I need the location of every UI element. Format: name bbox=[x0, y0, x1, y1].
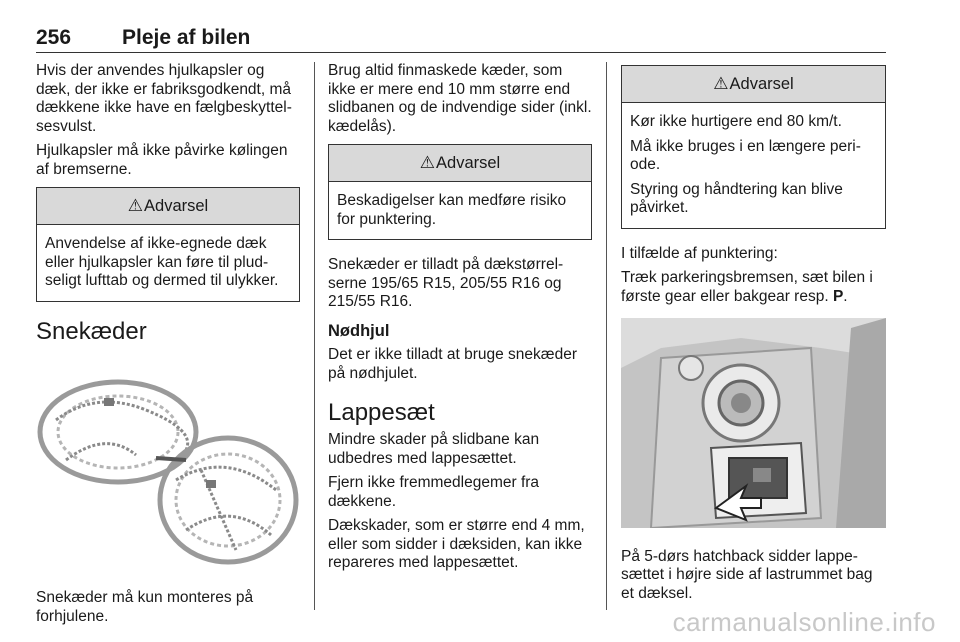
column-divider-2 bbox=[606, 62, 607, 610]
warning-title: Advarsel bbox=[436, 153, 501, 172]
subheading-spare-wheel: Nødhjul bbox=[328, 321, 390, 340]
page-header bbox=[36, 24, 886, 52]
header-divider bbox=[36, 52, 886, 53]
paragraph: Mindre skader på slidbane kan udbedres med lappesættet. bbox=[328, 431, 540, 467]
paragraph: Brug altid finmaskede kæder, som ikke er mere end 10 mm større end slidbanen og de indvendige sider (inkl. kædelås). bbox=[328, 62, 592, 135]
warning-header bbox=[37, 188, 299, 225]
warning-text: Kør ikke hurtigere end 80 km/t. bbox=[630, 113, 842, 130]
column-divider-1 bbox=[314, 62, 315, 610]
paragraph: Snekæder er tilladt på dækstørrelserne 195/65 R15, 205/55 R16 og 215/55 R16. bbox=[328, 256, 564, 310]
warning-text: Anvendelse af ikke-egnede dæk eller hjulkapsler kan føre til pludseligt lufttab og dermed til ulykker. bbox=[45, 235, 279, 289]
warning-icon: ⚠ bbox=[713, 73, 729, 93]
warning-title: Advarsel bbox=[144, 196, 209, 215]
paragraph: I tilfælde af punktering: bbox=[621, 244, 778, 262]
warning-box bbox=[621, 65, 886, 229]
warning-text: Beskadigelser kan medføre risiko for punktering. bbox=[337, 192, 567, 228]
warning-header bbox=[622, 66, 885, 103]
warning-title: Advarsel bbox=[729, 74, 794, 93]
paragraph: Hvis der anvendes hjulkapsler og dæk, der ikke er fabriksgodkendt, må dækkene ikke have en fælgbeskyttelsesvulst. bbox=[36, 62, 292, 135]
chapter-title: Pleje af bilen bbox=[122, 26, 251, 49]
column-1 bbox=[36, 62, 300, 632]
warning-icon: ⚠ bbox=[419, 152, 436, 172]
warning-box bbox=[36, 187, 300, 302]
column-3 bbox=[621, 62, 886, 609]
section-heading-repair-kit: Lappesæt bbox=[328, 399, 435, 426]
warning-header bbox=[329, 145, 591, 182]
snow-chain-illustration bbox=[36, 360, 300, 570]
page-number: 256 bbox=[36, 26, 72, 49]
paragraph: Dækskader, som er større end 4 mm, eller som sidder i dæksiden, kan ikke repareres med lappesættet. bbox=[328, 517, 585, 571]
paragraph: Fjern ikke fremmedlegemer fra dækkene. bbox=[328, 474, 540, 510]
column-2 bbox=[328, 62, 592, 579]
figure-caption: På 5-dørs hatchback sidder lappesættet i højre side af lastrummet bag et dæksel. bbox=[621, 547, 873, 602]
watermark: carmanualsonline.info bbox=[672, 607, 936, 637]
section-heading-snow-chains: Snekæder bbox=[36, 317, 147, 345]
figure-caption: Snekæder må kun monteres på forhjulene. bbox=[36, 589, 254, 625]
paragraph: Træk parkeringsbremsen, sæt bilen i første gear eller bakgear resp. P. bbox=[621, 269, 873, 305]
trunk-repair-kit-illustration bbox=[621, 318, 886, 528]
paragraph: Det er ikke tilladt at bruge snekæder på nødhjulet. bbox=[328, 346, 577, 382]
warning-text: Må ikke bruges i en længere periode. bbox=[630, 137, 861, 173]
warning-icon: ⚠ bbox=[127, 195, 144, 215]
paragraph: Hjulkapsler må ikke påvirke kølingen af bremserne. bbox=[36, 142, 288, 178]
warning-box bbox=[328, 144, 592, 240]
warning-text: Styring og håndtering kan blive påvirket. bbox=[630, 180, 843, 216]
